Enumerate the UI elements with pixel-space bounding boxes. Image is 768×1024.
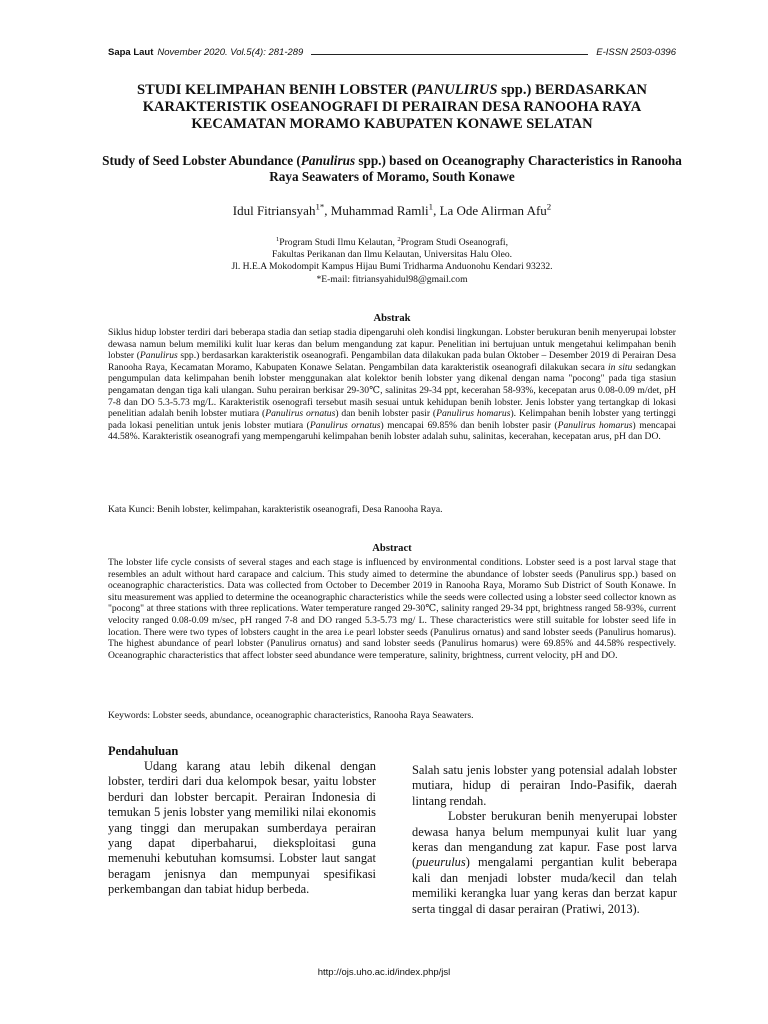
intro-left-column <box>108 759 376 898</box>
title-english: Study of Seed Lobster Abundance (Panulirus spp.) based on Oceanography Characteristics in Ranooha Raya Seawaters of Moramo, South Konawe <box>102 153 682 184</box>
intro-paragraph-3: Lobster berukuran benih menyerupai lobster dewasa hanya belum mempunyai kulit luar yang keras dan mengandung zat kapur. Fase post larva (pueurulus) mengalami pergantian kulit beberapa kali dan menjadi lobster muda/kecil dan telah memiliki kerangka luar yang keras dan berzat kapur serta tinggal di dasar perairan (Pratiwi, 2013). <box>412 809 677 916</box>
title-indonesian: STUDI KELIMPAHAN BENIH LOBSTER (PANULIRUS spp.) BERDASARKAN KARAKTERISTIK OSEANOGRAFI DI PERAIRAN DESA RANOOHA RAYA KECAMATAN MORAMO KABUPATEN KONAWE SELATAN <box>137 82 647 132</box>
kata-kunci: Kata Kunci: Benih lobster, kelimpahan, karakteristik oseanografi, Desa Ranooha Raya. <box>108 504 443 515</box>
affiliations <box>96 237 688 286</box>
intro-paragraph-1: Udang karang atau lebih dikenal dengan lobster, terdiri dari dua kelompok besar, yaitu lobster berduri dan lobster bercapit. Perairan Indonesia di temukan 5 jenis lobster yang memiliki nilai ekonomis yang tinggi dan merupakan sumberdaya perairan yang dapat diperbaharui, dieksploitasi guna memenuhi kebutuhan komsumsi. Lobster laut sangat beragam jenisnya dan mempunyai spesifikasi perkembangan dan tabiat hidup berbeda. <box>108 759 376 897</box>
footer-url[interactable]: http://ojs.uho.ac.id/index.php/jsl <box>317 967 451 978</box>
abstrak-body: Siklus hidup lobster terdiri dari beberapa stadia dan setiap stadia dipengaruhi oleh kondisi lingkungan. Lobster berukuran benih menyerupai lobster dewasa namun belum memiliki kulit luar keras dan belum mengandung zat kapur. Penelitian ini bertujuan untuk mengetahui kelimpahan benih lobster (Panulirus spp.) berdasarkan karakteristik oseanografi. Pengambilan data dilakukan pada bulan Oktober – Desember 2019 di Perairan Desa Ranooha Raya, Kecamatan Moramo, Kabupaten Konawe Selatan. Pengambilan data karakteristik oseanografi dilakukan secara in situ sedangkan pengumpulan data kelimpahan benih lobster menggunakan alat kolektor benih lobster yang dikenal dengan nama "pocong" pada tiga stasiun pengamatan dengan tiga kali ulangan. Suhu perairan berkisar 29-30℃, salinitas 29-34 ppt, kecerahan 58-93%, kecepatan arus 0.08-0.09 m/det, pH 7-8 dan DO 5.3-5.73 mg/L. Karakteristik osenografi tersebut masih sesuai untuk kehidupan benih lobster. Jenis lobster yang tertangkap di lokasi penelitian adalah benih lobster mutiara (Panulirus ornatus) dan benih lobster pasir (Panulirus homarus). Kelimpahan benih lobster yang tertinggi pada lokasi penelitian untuk jenis lobster mutiara (Panulirus ornatus) mencapai 69.85% dan benih lobster pasir (Panulirus homarus) mencapai 44.58%. Karakteristik oseanografi yang mempengaruhi kelimpahan benih lobster adalah suhu, salinitas, kecerahan, kecepatan arus, pH dan DO. <box>108 327 676 443</box>
author-list: Idul Fitriansyah$^{1*}$, Muhammad Ramli$^1$, La Ode Alirman Afu$^2$ <box>232 201 552 218</box>
affiliation-faculty: Fakultas Perikanan dan Ilmu Kelautan, Universitas Halu Oleo. <box>271 249 513 261</box>
journal-name: Sapa Laut <box>108 47 154 58</box>
contact-email: *E-mail: fitriansyahidul98@gmail.com <box>316 273 468 285</box>
affiliation-address: Jl. H.E.A Mokodompit Kampus Hijau Bumi Tridharma Anduonohu Kendari 93232. <box>231 261 553 273</box>
abstrak-heading: Abstrak <box>373 313 411 324</box>
abstract-body: The lobster life cycle consists of several stages and each stage is influenced by environmental conditions. Lobster seed is a post larval stage that resembles an adult without hard carapace and calcium. This study aimed to determine the abundance of lobster seeds (Panulirus spp.) based on oceanographic characteristics. Data was collected from October to December 2019 in Ranooha Raya, Moramo Sub District of South Konawe. In situ measurement was applied to determine the oceanographic characteristics while the seeds were collected using a lobster seed collector known as "pocong" at three stations with three replications. Water temperature ranged 29-30℃, salinity ranged 29-34 ppt, brightness ranged 58-93%, current velocity ranged 0.08-0.09 m/sec, pH ranged 7-8 and DO ranged 5.3-5.73 mg/ L. These characteristics were still suitable for lobster seed life in location. There were two types of lobsters caught in the area i.e pearl lobster seeds (Panulirus ornatus) and sand lobster seeds (Panulirus homarus). The highest abundance of pearl lobster (Panulirus ornatus) and sand lobster seeds (Panulirus homarus) were 69.85% and 44.58% respectively. Oceanographic characteristics that affect lobster seed abundance were temperature, salinity, brightness, current velocity, pH and DO. <box>108 557 676 661</box>
issn: E-ISSN 2503-0396 <box>596 47 676 58</box>
intro-right-column <box>412 763 677 917</box>
abstract-heading: Abstract <box>372 543 412 554</box>
keywords: Keywords: Lobster seeds, abundance, oceanographic characteristics, Ranooha Raya Seawaters. <box>108 710 474 721</box>
running-header <box>108 44 676 58</box>
intro-paragraph-2: Salah satu jenis lobster yang potensial adalah lobster mutiara, hidup di perairan Indo-Pasifik, daerah lintang rendah. <box>412 763 677 808</box>
affiliation-programs: $^1$Program Studi Ilmu Kelautan, $^2$Program Studi Oseanografi, <box>276 235 508 248</box>
header-rule <box>311 54 588 55</box>
section-heading-pendahuluan: Pendahuluan <box>108 744 179 758</box>
volume-info: November 2020. Vol.5(4): 281-289 <box>157 47 304 58</box>
